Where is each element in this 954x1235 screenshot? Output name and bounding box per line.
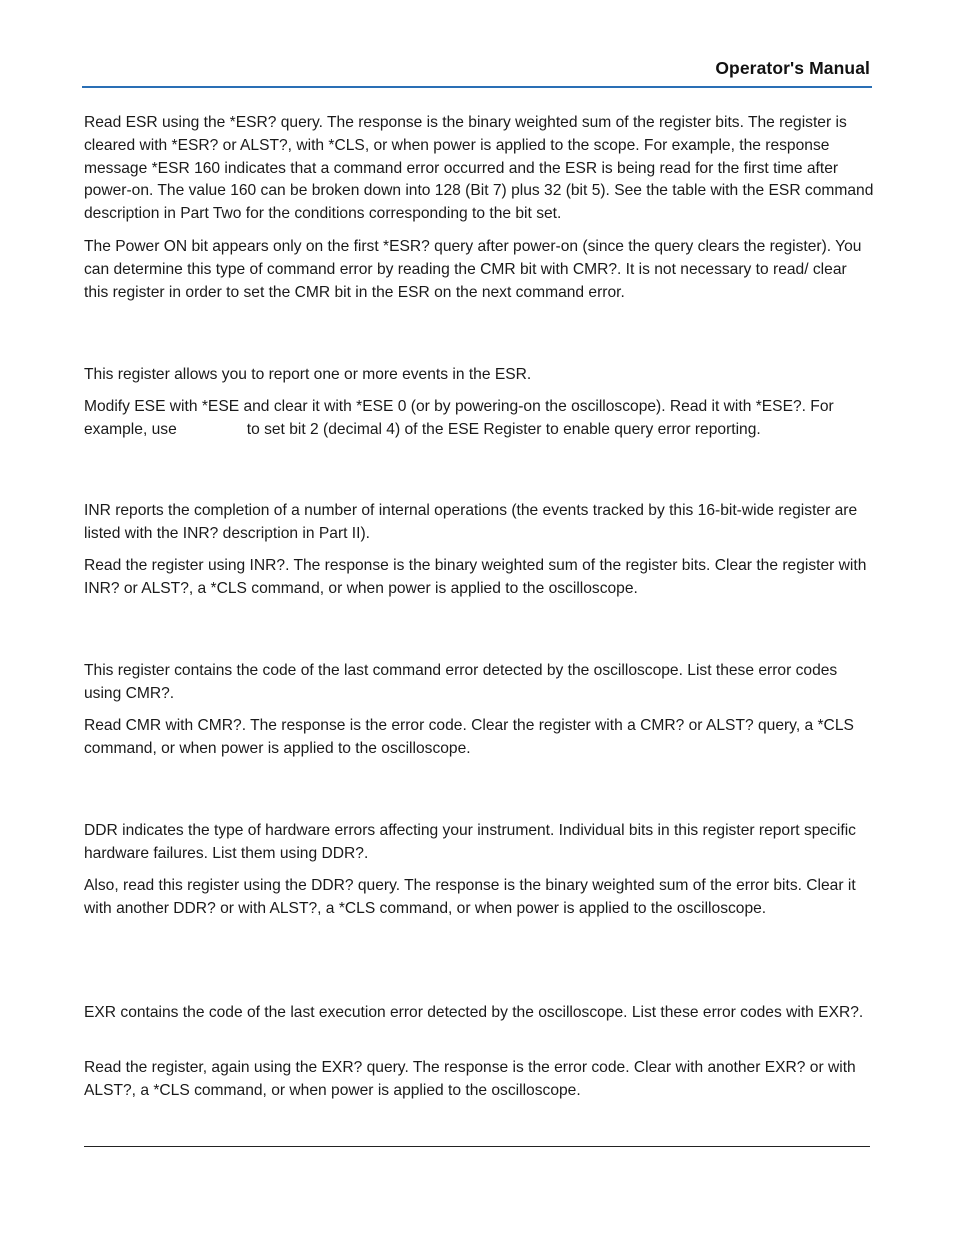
header-title: Operator's Manual <box>715 58 870 78</box>
footer-divider <box>84 1146 870 1147</box>
ddr-paragraph-1: DDR indicates the type of hardware errors affecting your instrument. Individual bits in this register report specific hardware failures. List them using DDR?. <box>84 822 856 862</box>
exr-paragraph-2: Read the register, again using the EXR? query. The response is the error code. Clear with another EXR? or with ALST?, a *CLS command, or when power is applied to the oscilloscope. <box>84 1059 856 1099</box>
header-divider <box>82 86 872 88</box>
esr-paragraph-2: The Power ON bit appears only on the first *ESR? query after power-on (since the query clears the register). You can determine this type of command error by reading the CMR bit with CMR?. It is not necessary to read/ clear this register in order to set the CMR bit in the ESR on the next command error. <box>84 238 862 301</box>
ese-paragraph-1: This register allows you to report one or more events in the ESR. <box>84 366 532 383</box>
cmr-paragraph-2: Read CMR with CMR?. The response is the error code. Clear the register with a CMR? or ALST? query, a *CLS command, or when power is applied to the oscilloscope. <box>84 717 854 757</box>
ese-paragraph-2 <box>84 396 874 442</box>
ddr-paragraph-2: Also, read this register using the DDR? query. The response is the binary weighted sum of the error bits. Clear it with another DDR? or with ALST?, a *CLS command, or when power is applied to the oscilloscope. <box>84 877 856 917</box>
ese-paragraph-2-end: to set bit 2 (decimal 4) of the ESE Register to enable query error reporting. <box>246 420 761 438</box>
inr-paragraph-1: INR reports the completion of a number of internal operations (the events tracked by this 16-bit-wide register are listed with the INR? description in Part II). <box>84 502 858 542</box>
esr-paragraph-1: Read ESR using the *ESR? query. The response is the binary weighted sum of the register bits. The register is cleared with *ESR? or ALST?, with *CLS, or when power is applied to the scope. For example, the response message *ESR 160 indicates that a command error occurred and the ESR is being read for the first time after power-on. The value 160 can be broken down into 128 (Bit 7) plus 32 (bit 5). See the table with the ESR command description in Part Two for the conditions corresponding to the bit set. <box>84 114 874 223</box>
inr-paragraph-2: Read the register using INR?. The response is the binary weighted sum of the register bits. Clear the register with INR? or ALST?, a *CLS command, or when power is applied to the oscilloscope. <box>84 557 867 597</box>
cmr-paragraph-1: This register contains the code of the last command error detected by the oscilloscope. List these error codes using CMR?. <box>84 662 838 702</box>
exr-paragraph-1: EXR contains the code of the last execution error detected by the oscilloscope. List these error codes with EXR?. <box>84 1004 864 1021</box>
ese-paragraph-2-start: Modify ESE with *ESE and clear it with *ESE 0 (or by powering-on the oscilloscope). Read it with *ESE?. For example, use <box>84 398 834 438</box>
